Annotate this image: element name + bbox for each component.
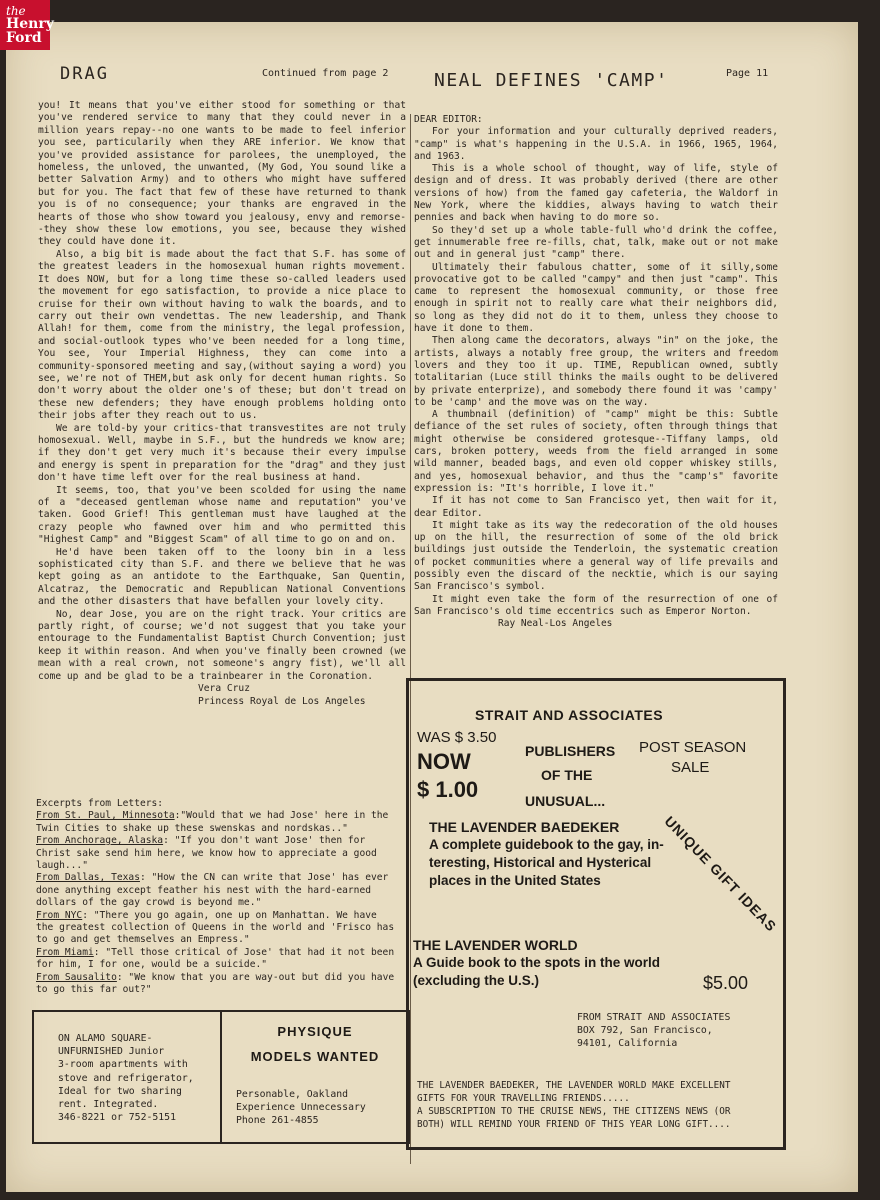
excerpt-text: : "Tell those critical of Jose' that had it not been for him, I for one, would be a suicide." xyxy=(36,946,395,971)
address-line: 94101, California xyxy=(577,1038,678,1049)
excerpt-place: From Sausalito xyxy=(36,971,117,983)
left-paragraph-4: It seems, too, that you've been scolded for using the name of a "deceased gentleman whose name and reputation" you've taken. Good Grief! This gentleman must have laughed at the crazy people who fawned over him and who permitted this "Highest Camp" and "Biggest Scam" of all time to go on and on. xyxy=(38,484,406,546)
now-label: NOW xyxy=(417,749,471,774)
unique-gift-ideas: UNIQUE GIFT IDEAS xyxy=(661,813,780,935)
excerpts-section xyxy=(36,798,398,997)
apartment-line: UNFURNISHED Junior xyxy=(58,1046,165,1058)
physique-line: Phone 261-4855 xyxy=(236,1115,319,1126)
ad-footer xyxy=(417,1079,730,1131)
excerpt-text: : "If you don't want Jose' then for Christ sake send him here, we know how to appreciate a good laugh..." xyxy=(36,835,377,872)
logo-line-2: Henry xyxy=(6,16,54,32)
right-paragraph-5: Then along came the decorators, always "in" on the joke, the artists, always a notably free group, the writers and freedom lovers and they too it up. TIME, Republican owned, subtly totalitarian (Luce still thinks the mails ought to be delivered by private enterprize), and somebody there found it was 'campy' to be 'camp' and the move was on the way. xyxy=(414,335,778,408)
excerpt-place: From St. Paul, Minnesota xyxy=(36,810,175,822)
excerpt-place: From Anchorage, Alaska xyxy=(36,835,164,847)
left-signature-title: Princess Royal de Los Angeles xyxy=(198,695,366,707)
excerpt-text: : "We know that you are way-out but did you have to go this far out?" xyxy=(36,971,395,996)
salutation: DEAR EDITOR: xyxy=(414,114,483,125)
physique-line: Personable, Oakland xyxy=(236,1089,349,1100)
newspaper-page xyxy=(6,22,858,1192)
logo-line-3: Ford xyxy=(6,30,42,46)
baedeker-desc-1: A complete guidebook to the gay, in- xyxy=(429,837,664,852)
apartment-line: stove and refrigerator, xyxy=(58,1072,194,1084)
apartment-ad xyxy=(58,1032,194,1124)
right-paragraph-6: A thumbnail (definition) of "camp" might be this: Subtle defiance of the set rules of society, often through things that might otherwise be considered grotesque--Tiffany lamps, old cars, broken pottery, weeds from the field arranged in some wild manner, beaded bags, and even old copper whiskey stills, and yes, homosexual behavior, and thus the "camp's" favorite expression is: "It's horrible, I love it." xyxy=(414,409,778,494)
right-title: NEAL DEFINES 'CAMP' xyxy=(434,70,669,91)
left-paragraph-2: Also, a big bit is made about the fact that S.F. has some of the greatest leaders in the homosexual human rights movement. It does NOW, but for a long time these so-called leaders used the movement for ego satisfaction, to provide a nice place to cruise for their own without having to walk the boards, and to carry out their own vendettas. The new leadership, and Thank Allah! for them, come from the ministry, the legal profession, and social-outlook types who've been needed for a long time, You see, Your Imperial Highness, they can come into a community-sponsored meeting and say,(without saying a word) you see, we're not of THEM,but ask only for decent human rights. So don't worry about the older one's of these; but don't tread on these new defenders; they have enough problems holding onto their jobs after they reach out to us. xyxy=(38,248,406,422)
right-paragraph-9: It might even take the form of the resurrection of one of San Francisco's old time eccentrics such as Emperor Norton. xyxy=(414,593,778,617)
world-price: $5.00 xyxy=(703,973,749,993)
ad-address xyxy=(577,1011,730,1050)
excerpt-item xyxy=(36,872,398,909)
left-title: DRAG xyxy=(60,64,109,84)
footer-line: BOTH) WILL REMIND YOUR FRIEND OF THIS YEAR LONG GIFT.... xyxy=(417,1119,731,1130)
models-wanted-title: MODELS WANTED xyxy=(250,1049,380,1064)
left-paragraph-5: He'd have been taken off to the loony bin in a less sophisticated city than S.F. and there we believe that he was kept going as an antidote to the Earthquake, San Quentin, Alcatraz, the Democratic and Republican National Conventions and the other disasters that have befallen your lovely city. xyxy=(38,546,406,608)
baedeker-title: THE LAVENDER BAEDEKER xyxy=(429,819,620,835)
left-article xyxy=(38,100,406,708)
excerpt-item xyxy=(36,947,398,972)
left-paragraph-1: you! It means that you've either stood for something or that you've rendered service to many that they could never in a million years repay--no one wants to be made to feel inferior you see, particularily when they ARE inferior. We know that you've provided assistance for parolees, the unemployed, the homeless, the unloved, the unwanted, (My God, You sound like a better Salvation Army) and to others who might have suffered but for you. The fact that few of these have returned to thank you is of no consequence; your thanks are engraved in the hearts of those who show toward you jealousy, envy and remorse--they show these low emotions, you see, because they wished they could have done it. xyxy=(38,100,406,248)
footer-line: GIFTS FOR YOUR TRAVELLING FRIENDS..... xyxy=(417,1093,630,1104)
right-article xyxy=(414,114,778,630)
baedeker-desc-2: teresting, Historical and Hysterical xyxy=(429,855,652,870)
was-price: WAS $ 3.50 xyxy=(417,729,497,746)
excerpt-item xyxy=(36,835,398,872)
world-desc-1: A Guide book to the spots in the world xyxy=(413,955,660,970)
right-paragraph-2: This is a whole school of thought, way of life, style of design and of dress. It was probably derived (there are other versions of how) from the famed gay cafeteria, the Waldorf in New York, where the kiddies, always having to watch their pennies and back when having to do more so. xyxy=(414,163,778,224)
excerpt-text: : "How the CN can write that Jose' has ever done anything except feather his nest with the hard-earned dollars of the gay crowd is beyond me." xyxy=(36,872,389,909)
strait-associates-ad xyxy=(406,678,786,1150)
physique-title: PHYSIQUE xyxy=(277,1024,353,1039)
publishers-line-2: OF THE xyxy=(541,767,593,783)
left-signature-name: Vera Cruz xyxy=(198,683,250,695)
address-line: BOX 792, San Francisco, xyxy=(577,1025,713,1036)
excerpt-item xyxy=(36,972,398,997)
world-title: THE LAVENDER WORLD xyxy=(413,937,578,953)
left-paragraph-6: No, dear Jose, you are on the right track. Your critics are partly right, of course; we'd not suggest that you take your entourage to the Fundamentalist Baptist Church Convention; just keep it within reason. And when you've finally been crowned (we mean with a real crown, not someone's angry fist), we'll all come up and be glad to be a trainbearer in the Coronation. xyxy=(38,608,406,682)
excerpt-text: :"Would that we had Jose' here in the Twin Cities to shake up these swenskas and nordskas.." xyxy=(36,810,389,834)
logo-line-1: the xyxy=(6,4,26,18)
right-paragraph-1: For your information and your culturally deprived readers, "camp" is what's happening in the U.S.A. in 1966, 1965, 1964, and 1963. xyxy=(414,126,778,162)
excerpt-item xyxy=(36,910,398,947)
left-paragraph-3: We are told-by your critics-that transvestites are not truly homosexual. Well, maybe in S.F., but the hundreds we know are; if they don't get very much it's because their every impulse and energy is spent in preparation for the "drag" and they just don't have time left over for the real business at hand. xyxy=(38,422,406,484)
right-paragraph-4: Ultimately their fabulous chatter, some of it silly,some provocative got to be called "campy" and then just "camp". This came to represent the homosexual community, or those free enough in spirit not to really care what their neighbors did, so long as they did not do it to them, unless they choose to have it done to them. xyxy=(414,261,778,335)
henry-ford-logo xyxy=(0,0,54,50)
sale-label: SALE xyxy=(671,759,710,776)
apartment-line: rent. Integrated. xyxy=(58,1099,159,1111)
ad-header: STRAIT AND ASSOCIATES xyxy=(475,707,664,723)
excerpt-item xyxy=(36,810,398,835)
page-number: Page 11 xyxy=(726,68,769,79)
excerpt-place: From Dallas, Texas xyxy=(36,872,140,884)
apartment-line: 346-8221 or 752-5151 xyxy=(58,1112,176,1124)
right-paragraph-8: It might take as its way the redecoration of the old houses up on the hill, the resurrection of some of the old brick buildings just outside the Tenderloin, the systematic creation of pocket communities where a general way of life prevails and possibly even the discard of the necktie, which is our saying San Francisco's symbol. xyxy=(414,519,778,593)
world-desc-2: (excluding the U.S.) xyxy=(413,973,540,988)
post-season: POST SEASON xyxy=(639,739,747,756)
excerpt-place: From NYC xyxy=(36,909,83,921)
apartment-line: 3-room apartments with xyxy=(58,1059,188,1071)
footer-line: THE LAVENDER BAEDEKER, THE LAVENDER WORLD MAKE EXCELLENT xyxy=(417,1080,731,1091)
physique-details xyxy=(236,1088,366,1127)
excerpt-place: From Miami xyxy=(36,946,94,958)
excerpt-text: : "There you go again, one up on Manhattan. We have the greatest collection of Queens in the world and 'Frisco has to go and get themselves an Empress." xyxy=(36,909,395,946)
right-paragraph-3: So they'd set up a whole table-full who'd drink the coffee, get innumerable free re-fills, chat, talk, make out or not make out and in general just "camp" there. xyxy=(414,224,778,261)
publishers-line-1: PUBLISHERS xyxy=(525,743,616,759)
footer-line: A SUBSCRIPTION TO THE CRUISE NEWS, THE CITIZENS NEWS (OR xyxy=(417,1106,731,1117)
right-signature: Ray Neal-Los Angeles xyxy=(498,618,613,630)
physique-ad xyxy=(222,1024,408,1064)
right-paragraph-7: If it has not come to San Francisco yet, then wait for it, dear Editor. xyxy=(414,495,778,519)
physique-line: Experience Unnecessary xyxy=(236,1102,366,1113)
now-price: $ 1.00 xyxy=(417,777,479,802)
continued-note: Continued from page 2 xyxy=(262,68,389,79)
classified-box xyxy=(32,1010,410,1144)
apartment-line: ON ALAMO SQUARE- xyxy=(58,1033,153,1044)
apartment-line: Ideal for two sharing xyxy=(58,1085,182,1097)
address-line: FROM STRAIT AND ASSOCIATES xyxy=(577,1012,731,1023)
excerpts-heading: Excerpts from Letters: xyxy=(36,798,164,809)
publishers-line-3: UNUSUAL... xyxy=(525,793,606,809)
baedeker-desc-3: places in the United States xyxy=(429,873,601,888)
